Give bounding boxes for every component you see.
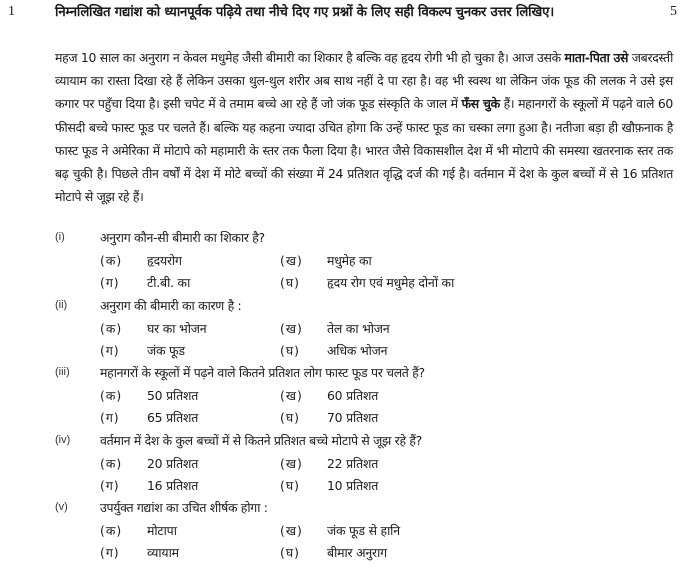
sub-question-5 [0,499,683,567]
sub-question-text: महानगरों के स्कूलों में पढ़ने वाले कितने प्रतिशत लोग फास्ट फूड पर चलते हैं? [100,365,425,380]
option-ka[interactable] [100,522,177,539]
option-ka[interactable] [100,387,198,404]
sub-question-number: (ii) [55,298,68,311]
passage-segment: महज 10 साल का अनुराग न केवल मधुमेह जैसी बीमारी का शिकार है बल्कि वह हृदय रोगी भी हो चुका है। आज उसके [55,50,565,65]
option-text: व्यायाम [147,545,179,560]
option-ga[interactable] [100,274,190,291]
option-label: (ग) [100,477,120,493]
sub-question-4 [0,432,683,500]
option-label: (क) [100,455,123,471]
option-text: 20 प्रतिशत [147,455,199,471]
option-gha[interactable] [280,409,378,426]
option-text: जंक फूड से हानि [327,523,400,538]
option-label: (क) [100,320,123,336]
option-ka[interactable] [100,455,198,472]
option-gha[interactable] [280,477,378,494]
option-label: (क) [100,253,123,268]
option-kha[interactable] [280,455,378,472]
option-text: 60 प्रतिशत [327,388,379,403]
option-text: घर का भोजन [147,320,207,336]
question-number: 1 [8,4,15,19]
option-kha[interactable] [280,252,371,269]
option-ga[interactable] [100,342,185,359]
option-text: 65 प्रतिशत [147,410,199,425]
option-label: (घ) [280,477,300,493]
sub-question-text: अनुराग कौन-सी बीमारी का शिकार है? [100,230,265,245]
passage-segment: हैं। महानगरों के स्कूलों में पढ़ने वाले 60 फीसदी बच्चे फास्ट फूड पर चलते हैं। बल्कि यह कहना ज्यादा उचित होगा कि उन्हें फास्ट फूड का चस्का लगा हुआ है। नतीजा बड़ा ही खौफ़नाक है फास्ट फूड ने अमेरिका में मोटापे को महामारी के स्तर तक फैला दिया है। भारत जैसे विकासशील देश में भी मोटापे की समस्या खतरनाक स्तर तक बढ़ चुकी है। पिछले तीन वर्षों में देश में मोटे बच्चों की संख्या में 24 प्रतिशत वृद्धि दर्ज की गई है। वर्तमान में देश के कुल बच्चों में से 16 प्रतिशत मोटापे से जूझ रहे हैं। [55,96,674,205]
option-label: (घ) [280,410,300,425]
option-text: टी.बी. का [147,275,191,290]
sub-question-2 [0,297,683,365]
passage [55,46,673,208]
question-marks: 5 [670,4,677,19]
sub-question-1 [0,229,683,297]
option-gha[interactable] [280,342,387,359]
option-label: (घ) [280,545,300,560]
option-text: अधिक भोजन [327,342,388,358]
option-ga[interactable] [100,409,198,426]
sub-question-number: (v) [55,501,68,513]
option-label: (ख) [280,320,303,336]
option-text: 16 प्रतिशत [147,477,199,493]
option-text: हृदय रोग एवं मधुमेह दोनों का [327,275,455,290]
sub-question-number: (i) [55,231,65,243]
option-ka[interactable] [100,252,182,269]
option-text: मधुमेह का [327,253,372,268]
option-text: मोटापा [147,523,177,538]
sub-question-number: (iv) [55,433,71,446]
option-label: (घ) [280,342,300,358]
passage-emphasis: माता-पिता उसे [564,50,629,65]
passage-emphasis: फँस चुके [461,96,500,112]
option-label: (क) [100,523,123,538]
sub-question-list [0,229,683,567]
option-text: 10 प्रतिशत [327,477,379,493]
option-text: 22 प्रतिशत [327,455,379,471]
option-label: (ख) [280,253,303,268]
option-label: (ग) [100,342,120,358]
option-label: (ग) [100,545,120,560]
option-label: (ख) [280,523,303,538]
option-label: (ग) [100,410,120,425]
option-label: (ख) [280,388,303,403]
option-text: तेल का भोजन [327,320,390,336]
option-gha[interactable] [280,274,454,291]
option-gha[interactable] [280,544,387,561]
sub-question-text: अनुराग की बीमारी का कारण है : [100,297,242,313]
option-label: (ग) [100,275,120,290]
option-kha[interactable] [280,522,400,539]
option-label: (घ) [280,275,300,290]
option-text: जंक फूड [147,342,185,358]
question-instruction: निम्नलिखित गद्यांश को ध्यानपूर्वक पढ़िये तथा नीचे दिए गए प्रश्नों के लिए सही विकल्प चुनकर उत्तर लिखिए। [55,5,555,20]
passage-segment: जबरदस्ती व्यायाम का रास्ता दिखा रहे हैं लेकिन उसका थुल-थुल शरीर अब साथ नहीं दे पा रहा है। वह भी स्वस्थ था लेकिन जंक फूड की ललक ने उसे इस कगार पर पहुँचा दिया है। इसी चपेट में वे तमाम बच्चे आ रहे हैं जो जंक फूड संस्कृति के जाल में [55,50,673,112]
sub-question-number: (iii) [55,366,70,378]
option-text: 50 प्रतिशत [147,388,199,403]
sub-question-text: वर्तमान में देश के कुल बच्चों में से कितने प्रतिशत बच्चे मोटापे से जूझ रहे हैं? [100,432,422,448]
option-ga[interactable] [100,544,179,561]
option-ka[interactable] [100,320,206,337]
sub-question-3 [0,364,683,432]
sub-question-text: उपर्युक्त गद्यांश का उचित शीर्षक होगा : [100,500,268,515]
option-kha[interactable] [280,320,389,337]
option-kha[interactable] [280,387,378,404]
option-text: बीमार अनुराग [327,545,387,560]
option-label: (क) [100,388,123,403]
option-text: हृदयरोग [147,253,182,268]
option-label: (ख) [280,455,303,471]
option-text: 70 प्रतिशत [327,410,379,425]
option-ga[interactable] [100,477,198,494]
